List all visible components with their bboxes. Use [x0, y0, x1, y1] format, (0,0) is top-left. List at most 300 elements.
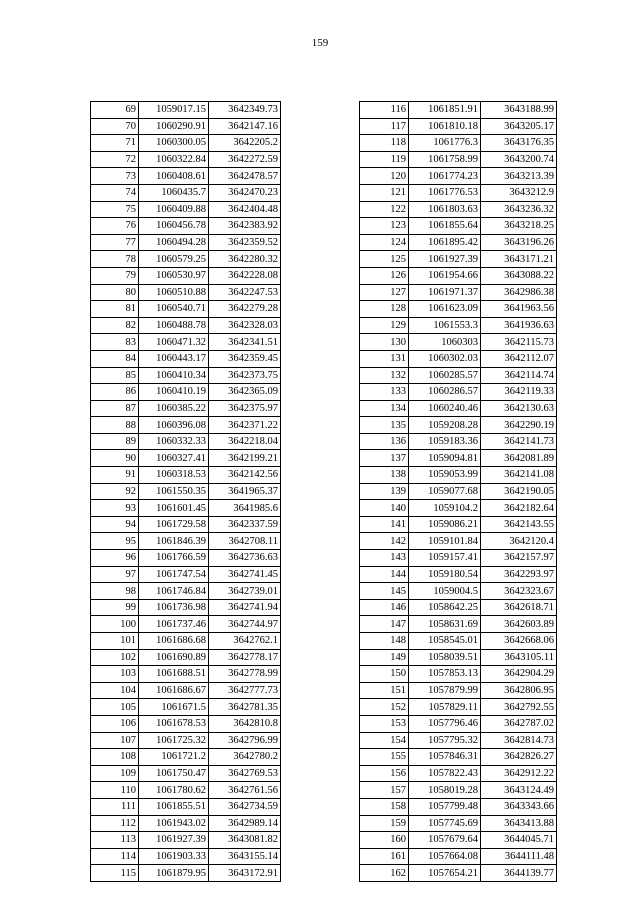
- table-row: [360, 417, 557, 434]
- x-coordinate-cell: 1061971.37: [409, 284, 481, 301]
- table-row: [360, 666, 557, 683]
- table-row: [91, 782, 281, 799]
- y-coordinate-cell: 3642147.16: [209, 118, 281, 135]
- y-coordinate-cell: 3642762.1: [209, 633, 281, 650]
- point-number-cell: 138: [360, 467, 409, 484]
- point-number-cell: 121: [360, 184, 409, 201]
- y-coordinate-cell: 3642470.23: [209, 184, 281, 201]
- table-row: [91, 417, 281, 434]
- point-number-cell: 119: [360, 151, 409, 168]
- y-coordinate-cell: 3643124.49: [481, 782, 557, 799]
- table-row: [360, 251, 557, 268]
- x-coordinate-cell: 1061903.33: [139, 848, 209, 865]
- y-coordinate-cell: 3642781.35: [209, 699, 281, 716]
- table-row: [360, 400, 557, 417]
- point-number-cell: 90: [91, 450, 139, 467]
- y-coordinate-cell: 3642190.05: [481, 483, 557, 500]
- point-number-cell: 101: [91, 633, 139, 650]
- point-number-cell: 85: [91, 367, 139, 384]
- point-number-cell: 132: [360, 367, 409, 384]
- point-number-cell: 143: [360, 550, 409, 567]
- point-number-cell: 106: [91, 715, 139, 732]
- x-coordinate-cell: 1060300.05: [139, 135, 209, 152]
- point-number-cell: 130: [360, 334, 409, 351]
- coordinate-table-right: [359, 101, 557, 882]
- table-row: [360, 682, 557, 699]
- x-coordinate-cell: 1061690.89: [139, 649, 209, 666]
- table-row: [360, 151, 557, 168]
- point-number-cell: 148: [360, 633, 409, 650]
- table-row: [91, 815, 281, 832]
- y-coordinate-cell: 3642741.94: [209, 599, 281, 616]
- point-number-cell: 153: [360, 715, 409, 732]
- x-coordinate-cell: 1061855.64: [409, 218, 481, 235]
- y-coordinate-cell: 3642280.32: [209, 251, 281, 268]
- table-row: [360, 765, 557, 782]
- table-row: [91, 699, 281, 716]
- x-coordinate-cell: 1061623.09: [409, 301, 481, 318]
- x-coordinate-cell: 1061686.67: [139, 682, 209, 699]
- table-row: [91, 765, 281, 782]
- x-coordinate-cell: 1060488.78: [139, 317, 209, 334]
- table-row: [91, 450, 281, 467]
- y-coordinate-cell: 3642365.09: [209, 384, 281, 401]
- y-coordinate-cell: 3643196.26: [481, 234, 557, 251]
- table-row: [360, 201, 557, 218]
- table-row: [360, 267, 557, 284]
- point-number-cell: 122: [360, 201, 409, 218]
- y-coordinate-cell: 3642218.04: [209, 433, 281, 450]
- table-row: [360, 118, 557, 135]
- x-coordinate-cell: 1057679.64: [409, 832, 481, 849]
- x-coordinate-cell: 1059086.21: [409, 516, 481, 533]
- y-coordinate-cell: 3643212.9: [481, 184, 557, 201]
- y-coordinate-cell: 3642290.19: [481, 417, 557, 434]
- table-row: [91, 566, 281, 583]
- table-row: [91, 483, 281, 500]
- table-row: [360, 782, 557, 799]
- x-coordinate-cell: 1058631.69: [409, 616, 481, 633]
- y-coordinate-cell: 3642744.97: [209, 616, 281, 633]
- x-coordinate-cell: 1060286.57: [409, 384, 481, 401]
- table-row: [360, 865, 557, 882]
- y-coordinate-cell: 3642205.2: [209, 135, 281, 152]
- x-coordinate-cell: 1060240.46: [409, 400, 481, 417]
- x-coordinate-cell: 1061927.39: [409, 251, 481, 268]
- point-number-cell: 128: [360, 301, 409, 318]
- point-number-cell: 139: [360, 483, 409, 500]
- table-row: [360, 317, 557, 334]
- x-coordinate-cell: 1061803.63: [409, 201, 481, 218]
- point-number-cell: 91: [91, 467, 139, 484]
- y-coordinate-cell: 3642141.73: [481, 433, 557, 450]
- x-coordinate-cell: 1057664.08: [409, 848, 481, 865]
- y-coordinate-cell: 3644045.71: [481, 832, 557, 849]
- x-coordinate-cell: 1060471.32: [139, 334, 209, 351]
- x-coordinate-cell: 1061776.53: [409, 184, 481, 201]
- table-row: [360, 516, 557, 533]
- point-number-cell: 82: [91, 317, 139, 334]
- point-number-cell: 145: [360, 583, 409, 600]
- y-coordinate-cell: 3643105.11: [481, 649, 557, 666]
- x-coordinate-cell: 1059157.41: [409, 550, 481, 567]
- point-number-cell: 93: [91, 500, 139, 517]
- table-row: [360, 284, 557, 301]
- table-row: [91, 317, 281, 334]
- table-row: [91, 234, 281, 251]
- table-row: [360, 832, 557, 849]
- x-coordinate-cell: 1061766.59: [139, 550, 209, 567]
- point-number-cell: 83: [91, 334, 139, 351]
- table-row: [91, 798, 281, 815]
- y-coordinate-cell: 3643155.14: [209, 848, 281, 865]
- table-row: [360, 367, 557, 384]
- point-number-cell: 150: [360, 666, 409, 683]
- point-number-cell: 84: [91, 350, 139, 367]
- x-coordinate-cell: 1060409.88: [139, 201, 209, 218]
- x-coordinate-cell: 1060456.78: [139, 218, 209, 235]
- y-coordinate-cell: 3642986.38: [481, 284, 557, 301]
- x-coordinate-cell: 1061601.45: [139, 500, 209, 517]
- point-number-cell: 73: [91, 168, 139, 185]
- table-row: [91, 715, 281, 732]
- point-number-cell: 77: [91, 234, 139, 251]
- table-row: [360, 483, 557, 500]
- y-coordinate-cell: 3643343.66: [481, 798, 557, 815]
- table-row: [91, 500, 281, 517]
- x-coordinate-cell: 1059101.84: [409, 533, 481, 550]
- x-coordinate-cell: 1061851.91: [409, 102, 481, 119]
- table-row: [91, 865, 281, 882]
- point-number-cell: 125: [360, 251, 409, 268]
- point-number-cell: 74: [91, 184, 139, 201]
- table-row: [360, 583, 557, 600]
- table-row: [91, 433, 281, 450]
- y-coordinate-cell: 3643236.32: [481, 201, 557, 218]
- x-coordinate-cell: 1058039.51: [409, 649, 481, 666]
- point-number-cell: 140: [360, 500, 409, 517]
- y-coordinate-cell: 3644111.48: [481, 848, 557, 865]
- x-coordinate-cell: 1059183.36: [409, 433, 481, 450]
- table-row: [360, 649, 557, 666]
- point-number-cell: 157: [360, 782, 409, 799]
- table-row: [91, 267, 281, 284]
- y-coordinate-cell: 3642989.14: [209, 815, 281, 832]
- point-number-cell: 134: [360, 400, 409, 417]
- table-row: [360, 616, 557, 633]
- table-row: [360, 218, 557, 235]
- x-coordinate-cell: 1060318.53: [139, 467, 209, 484]
- y-coordinate-cell: 3642708.11: [209, 533, 281, 550]
- y-coordinate-cell: 3642371.22: [209, 417, 281, 434]
- point-number-cell: 124: [360, 234, 409, 251]
- point-number-cell: 117: [360, 118, 409, 135]
- x-coordinate-cell: 1060494.28: [139, 234, 209, 251]
- x-coordinate-cell: 1059004.5: [409, 583, 481, 600]
- y-coordinate-cell: 3642618.71: [481, 599, 557, 616]
- point-number-cell: 149: [360, 649, 409, 666]
- x-coordinate-cell: 1061879.95: [139, 865, 209, 882]
- table-row: [360, 550, 557, 567]
- y-coordinate-cell: 3642143.55: [481, 516, 557, 533]
- y-coordinate-cell: 3642814.73: [481, 732, 557, 749]
- x-coordinate-cell: 1061729.58: [139, 516, 209, 533]
- x-coordinate-cell: 1061750.47: [139, 765, 209, 782]
- y-coordinate-cell: 3642323.67: [481, 583, 557, 600]
- point-number-cell: 135: [360, 417, 409, 434]
- y-coordinate-cell: 3641936.63: [481, 317, 557, 334]
- point-number-cell: 110: [91, 782, 139, 799]
- table-row: [360, 234, 557, 251]
- table-row: [91, 832, 281, 849]
- x-coordinate-cell: 1061553.3: [409, 317, 481, 334]
- y-coordinate-cell: 3642736.63: [209, 550, 281, 567]
- x-coordinate-cell: 1060285.57: [409, 367, 481, 384]
- x-coordinate-cell: 1061688.51: [139, 666, 209, 683]
- table-row: [360, 168, 557, 185]
- x-coordinate-cell: 1060579.25: [139, 251, 209, 268]
- point-number-cell: 95: [91, 533, 139, 550]
- table-row: [360, 334, 557, 351]
- point-number-cell: 111: [91, 798, 139, 815]
- y-coordinate-cell: 3642120.4: [481, 533, 557, 550]
- x-coordinate-cell: 1061737.46: [139, 616, 209, 633]
- table-row: [91, 168, 281, 185]
- point-number-cell: 116: [360, 102, 409, 119]
- x-coordinate-cell: 1060410.34: [139, 367, 209, 384]
- y-coordinate-cell: 3642119.33: [481, 384, 557, 401]
- table-row: [360, 749, 557, 766]
- y-coordinate-cell: 3642115.73: [481, 334, 557, 351]
- point-number-cell: 131: [360, 350, 409, 367]
- x-coordinate-cell: 1061855.51: [139, 798, 209, 815]
- y-coordinate-cell: 3643413.88: [481, 815, 557, 832]
- y-coordinate-cell: 3642293.97: [481, 566, 557, 583]
- point-number-cell: 144: [360, 566, 409, 583]
- table-row: [91, 184, 281, 201]
- point-number-cell: 151: [360, 682, 409, 699]
- y-coordinate-cell: 3642337.59: [209, 516, 281, 533]
- table-row: [91, 616, 281, 633]
- x-coordinate-cell: 1061774.23: [409, 168, 481, 185]
- table-row: [360, 732, 557, 749]
- table-row: [360, 715, 557, 732]
- x-coordinate-cell: 1057799.48: [409, 798, 481, 815]
- table-row: [360, 848, 557, 865]
- y-coordinate-cell: 3642741.45: [209, 566, 281, 583]
- x-coordinate-cell: 1061943.02: [139, 815, 209, 832]
- point-number-cell: 79: [91, 267, 139, 284]
- point-number-cell: 104: [91, 682, 139, 699]
- table-row: [91, 666, 281, 683]
- point-number-cell: 86: [91, 384, 139, 401]
- point-number-cell: 152: [360, 699, 409, 716]
- point-number-cell: 87: [91, 400, 139, 417]
- point-number-cell: 75: [91, 201, 139, 218]
- y-coordinate-cell: 3642247.53: [209, 284, 281, 301]
- x-coordinate-cell: 1060510.88: [139, 284, 209, 301]
- coordinate-table-left-body: [91, 102, 281, 882]
- x-coordinate-cell: 1059180.54: [409, 566, 481, 583]
- point-number-cell: 114: [91, 848, 139, 865]
- x-coordinate-cell: 1059094.81: [409, 450, 481, 467]
- y-coordinate-cell: 3642141.08: [481, 467, 557, 484]
- table-row: [91, 102, 281, 119]
- y-coordinate-cell: 3642806.95: [481, 682, 557, 699]
- table-row: [91, 284, 281, 301]
- point-number-cell: 155: [360, 749, 409, 766]
- table-row: [360, 384, 557, 401]
- point-number-cell: 112: [91, 815, 139, 832]
- point-number-cell: 98: [91, 583, 139, 600]
- point-number-cell: 129: [360, 317, 409, 334]
- y-coordinate-cell: 3642383.92: [209, 218, 281, 235]
- y-coordinate-cell: 3642739.01: [209, 583, 281, 600]
- table-row: [91, 550, 281, 567]
- y-coordinate-cell: 3643200.74: [481, 151, 557, 168]
- table-row: [91, 367, 281, 384]
- y-coordinate-cell: 3642810.8: [209, 715, 281, 732]
- x-coordinate-cell: 1060530.97: [139, 267, 209, 284]
- y-coordinate-cell: 3642359.52: [209, 234, 281, 251]
- x-coordinate-cell: 1061810.18: [409, 118, 481, 135]
- point-number-cell: 154: [360, 732, 409, 749]
- point-number-cell: 80: [91, 284, 139, 301]
- table-row: [91, 633, 281, 650]
- point-number-cell: 133: [360, 384, 409, 401]
- x-coordinate-cell: 1061686.68: [139, 633, 209, 650]
- y-coordinate-cell: 3642130.63: [481, 400, 557, 417]
- point-number-cell: 146: [360, 599, 409, 616]
- y-coordinate-cell: 3642272.59: [209, 151, 281, 168]
- x-coordinate-cell: 1061954.66: [409, 267, 481, 284]
- table-row: [91, 118, 281, 135]
- table-row: [91, 334, 281, 351]
- y-coordinate-cell: 3642359.45: [209, 350, 281, 367]
- y-coordinate-cell: 3642114.74: [481, 367, 557, 384]
- point-number-cell: 107: [91, 732, 139, 749]
- x-coordinate-cell: 1057853.13: [409, 666, 481, 683]
- y-coordinate-cell: 3643176.35: [481, 135, 557, 152]
- x-coordinate-cell: 1061721.2: [139, 749, 209, 766]
- x-coordinate-cell: 1061927.39: [139, 832, 209, 849]
- x-coordinate-cell: 1058545.01: [409, 633, 481, 650]
- y-coordinate-cell: 3642778.99: [209, 666, 281, 683]
- table-row: [91, 732, 281, 749]
- y-coordinate-cell: 3642769.53: [209, 765, 281, 782]
- y-coordinate-cell: 3642373.75: [209, 367, 281, 384]
- y-coordinate-cell: 3643218.25: [481, 218, 557, 235]
- y-coordinate-cell: 3642603.89: [481, 616, 557, 633]
- table-row: [91, 251, 281, 268]
- point-number-cell: 142: [360, 533, 409, 550]
- y-coordinate-cell: 3642792.55: [481, 699, 557, 716]
- x-coordinate-cell: 1061671.5: [139, 699, 209, 716]
- point-number-cell: 69: [91, 102, 139, 119]
- y-coordinate-cell: 3642228.08: [209, 267, 281, 284]
- x-coordinate-cell: 1057654.21: [409, 865, 481, 882]
- y-coordinate-cell: 3643171.21: [481, 251, 557, 268]
- table-row: [360, 566, 557, 583]
- coordinate-table-right-body: [360, 102, 557, 882]
- x-coordinate-cell: 1061736.98: [139, 599, 209, 616]
- y-coordinate-cell: 3642778.17: [209, 649, 281, 666]
- y-coordinate-cell: 3642826.27: [481, 749, 557, 766]
- x-coordinate-cell: 1060540.71: [139, 301, 209, 318]
- table-row: [91, 400, 281, 417]
- x-coordinate-cell: 1060290.91: [139, 118, 209, 135]
- table-row: [91, 649, 281, 666]
- point-number-cell: 78: [91, 251, 139, 268]
- y-coordinate-cell: 3642349.73: [209, 102, 281, 119]
- point-number-cell: 96: [91, 550, 139, 567]
- x-coordinate-cell: 1061758.99: [409, 151, 481, 168]
- y-coordinate-cell: 3643081.82: [209, 832, 281, 849]
- x-coordinate-cell: 1057796.46: [409, 715, 481, 732]
- x-coordinate-cell: 1057822.43: [409, 765, 481, 782]
- x-coordinate-cell: 1061747.54: [139, 566, 209, 583]
- point-number-cell: 126: [360, 267, 409, 284]
- x-coordinate-cell: 1060410.19: [139, 384, 209, 401]
- y-coordinate-cell: 3642328.03: [209, 317, 281, 334]
- y-coordinate-cell: 3642780.2: [209, 749, 281, 766]
- x-coordinate-cell: 1060327.41: [139, 450, 209, 467]
- y-coordinate-cell: 3642199.21: [209, 450, 281, 467]
- point-number-cell: 115: [91, 865, 139, 882]
- point-number-cell: 89: [91, 433, 139, 450]
- x-coordinate-cell: 1060408.61: [139, 168, 209, 185]
- table-row: [91, 350, 281, 367]
- point-number-cell: 92: [91, 483, 139, 500]
- page-number: 159: [311, 37, 329, 49]
- x-coordinate-cell: 1060322.84: [139, 151, 209, 168]
- y-coordinate-cell: 3641963.56: [481, 301, 557, 318]
- point-number-cell: 100: [91, 616, 139, 633]
- x-coordinate-cell: 1061780.62: [139, 782, 209, 799]
- y-coordinate-cell: 3642112.07: [481, 350, 557, 367]
- table-row: [360, 135, 557, 152]
- y-coordinate-cell: 3643088.22: [481, 267, 557, 284]
- point-number-cell: 120: [360, 168, 409, 185]
- x-coordinate-cell: 1060396.08: [139, 417, 209, 434]
- table-row: [360, 350, 557, 367]
- point-number-cell: 141: [360, 516, 409, 533]
- x-coordinate-cell: 1061725.32: [139, 732, 209, 749]
- x-coordinate-cell: 1061895.42: [409, 234, 481, 251]
- table-row: [360, 699, 557, 716]
- table-row: [360, 450, 557, 467]
- x-coordinate-cell: 1060385.22: [139, 400, 209, 417]
- x-coordinate-cell: 1061846.39: [139, 533, 209, 550]
- table-row: [360, 599, 557, 616]
- x-coordinate-cell: 1057829.11: [409, 699, 481, 716]
- x-coordinate-cell: 1061550.35: [139, 483, 209, 500]
- x-coordinate-cell: 1059104.2: [409, 500, 481, 517]
- point-number-cell: 156: [360, 765, 409, 782]
- x-coordinate-cell: 1059017.15: [139, 102, 209, 119]
- x-coordinate-cell: 1057846.31: [409, 749, 481, 766]
- table-row: [91, 301, 281, 318]
- y-coordinate-cell: 3642734.59: [209, 798, 281, 815]
- point-number-cell: 159: [360, 815, 409, 832]
- y-coordinate-cell: 3643188.99: [481, 102, 557, 119]
- table-row: [360, 433, 557, 450]
- y-coordinate-cell: 3642787.02: [481, 715, 557, 732]
- x-coordinate-cell: 1061746.84: [139, 583, 209, 600]
- point-number-cell: 94: [91, 516, 139, 533]
- point-number-cell: 160: [360, 832, 409, 849]
- y-coordinate-cell: 3641965.37: [209, 483, 281, 500]
